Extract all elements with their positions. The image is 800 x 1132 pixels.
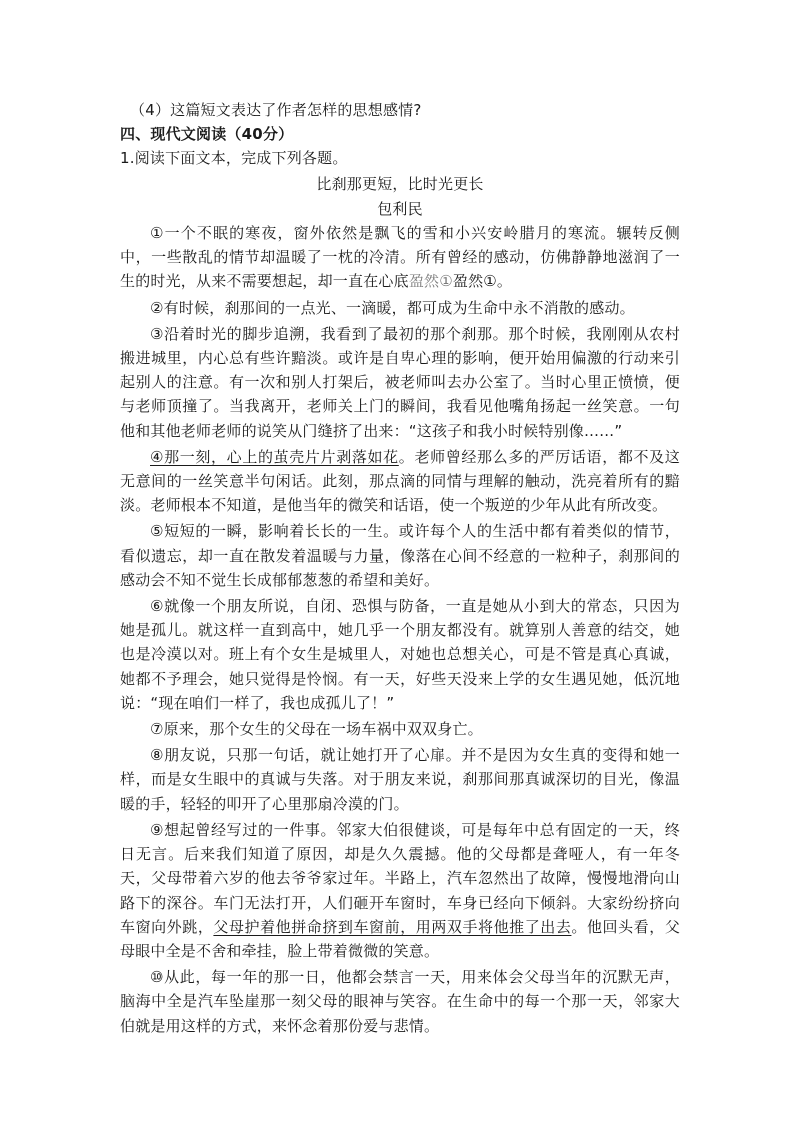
paragraph-1-faint-text: 盈然① bbox=[408, 272, 453, 291]
paragraph-3: ③沿着时光的脚步追溯，我看到了最初的那个刹那。那个时候，我刚刚从农村搬进城里，内心总有些许黯淡。或许是自卑心理的影响，便开始用偏激的行动来引起别人的注意。有一次和别人打架后，被老师叫去办公室了。当时心里正愤愤，便与老师顶撞了。当我离开，老师关上门的瞬间，我看见他嘴角扬起一丝笑意。一句他和其他老师老师的说笑从门缝挤了出来：“这孩子和我小时候特别像……” bbox=[120, 324, 680, 440]
paragraph-4 bbox=[120, 445, 680, 518]
article-author: 包利民 bbox=[377, 199, 423, 218]
underlined-sentence-9: 父母护着他拼命挤到车窗前，用两双手将他推了出去 bbox=[213, 917, 572, 936]
paragraph-4-text: 。老师曾经那么多的严厉话语，都不及这无意间的一丝笑意半句闲话。此刻，那点滴的同情与理解的触动，洗亮着所有的黯淡。老师根本不知道，是他当年的微笑和话语，使一个叛逆的少年从此有所改变。 bbox=[120, 447, 680, 515]
question-4: （4）这篇短文表达了作者怎样的思想感情? bbox=[130, 101, 422, 119]
instruction: 1.阅读下面文本，完成下列各题。 bbox=[120, 149, 348, 168]
paragraph-8: ⑧朋友说，只那一句话，就让她打开了心扉。并不是因为女生真的变得和她一样，而是女生眼中的真诚与失落。对于朋友来说，刹那间那真诚深切的目光，像温暖的手，轻轻的叩开了心里那扇冷漠的门。 bbox=[120, 746, 680, 813]
paragraph-2: ②有时候，刹那间的一点光、一滴暖，都可成为生命中永不消散的感动。 bbox=[150, 298, 635, 317]
underlined-sentence-4: ④那一刻，心上的茧壳片片剥落如花 bbox=[150, 447, 399, 466]
paragraph-5: ⑤短短的一瞬，影响着长长的一生。或许每个人的生活中都有着类似的情节，看似遗忘，却一直在散发着温暖与力量，像落在心间不经意的一粒种子，刹那间的感动会不知不觉生长成郁郁葱葱的希望和美好。 bbox=[120, 522, 680, 589]
paragraph-9-text: ⑨想起曾经写过的一件事。邻家大伯很健谈，可是每年中总有固定的一天，终日无言。后来我们知道了原因，却是久久震撼。他的父母都是聋哑人，有一年冬天，父母带着六岁的他去爷爷家过年。半路上，汽车忽然出了故障，慢慢地滑向山路下的深谷。车门无法打开，人们砸开车窗时，车身已经向下倾斜。大家纷纷挤向车窗向外跳， bbox=[120, 820, 680, 936]
section-heading: 四、现代文阅读（40分） bbox=[120, 125, 294, 144]
paragraph-1-end: 盈然①。 bbox=[452, 272, 513, 291]
article-title: 比刹那更短，比时光更长 bbox=[316, 174, 484, 193]
paragraph-7: ⑦原来，那个女生的父母在一场车祸中双双身亡。 bbox=[150, 720, 483, 739]
document-page bbox=[120, 98, 680, 1038]
paragraph-10: ⑩从此，每一年的那一日，他都会禁言一天，用来体会父母当年的沉默无声，脑海中全是汽车坠崖那一刻父母的眼神与笑容。在生命中的每一个那一天，邻家大伯就是用这样的方式，来怀念着那份爱与悲情。 bbox=[120, 968, 680, 1035]
paragraph-1-text: ①一个不眠的寒夜，窗外依然是飘飞的雪和小兴安岭腊月的寒流。辗转反侧中，一些散乱的情节却温暖了一枕的冷清。所有曾经的感动，仿佛静静地滋润了一生的时光，从来不需要想起，却一直在心底 bbox=[120, 224, 680, 291]
paragraph-1 bbox=[120, 221, 680, 294]
paragraph-6: ⑥就像一个朋友所说，自闭、恐惧与防备，一直是她从小到大的常态，只因为她是孤儿。就这样一直到高中，她几乎一个朋友都没有。就算别人善意的结交，她也是冷漠以对。班上有个女生是城里人，对她也总想关心，可是不管是真心真诚，她都不予理会，她只觉得是怜悯。有一天，好些天没来上学的女生遇见她，低沉地说：“现在咱们一样了，我也成孤儿了！” bbox=[120, 597, 680, 712]
paragraph-9-end: 。他回头看，父母眼中全是不舍和牵挂，脸上带着微微的笑意。 bbox=[120, 917, 681, 960]
paragraph-9 bbox=[120, 818, 680, 963]
